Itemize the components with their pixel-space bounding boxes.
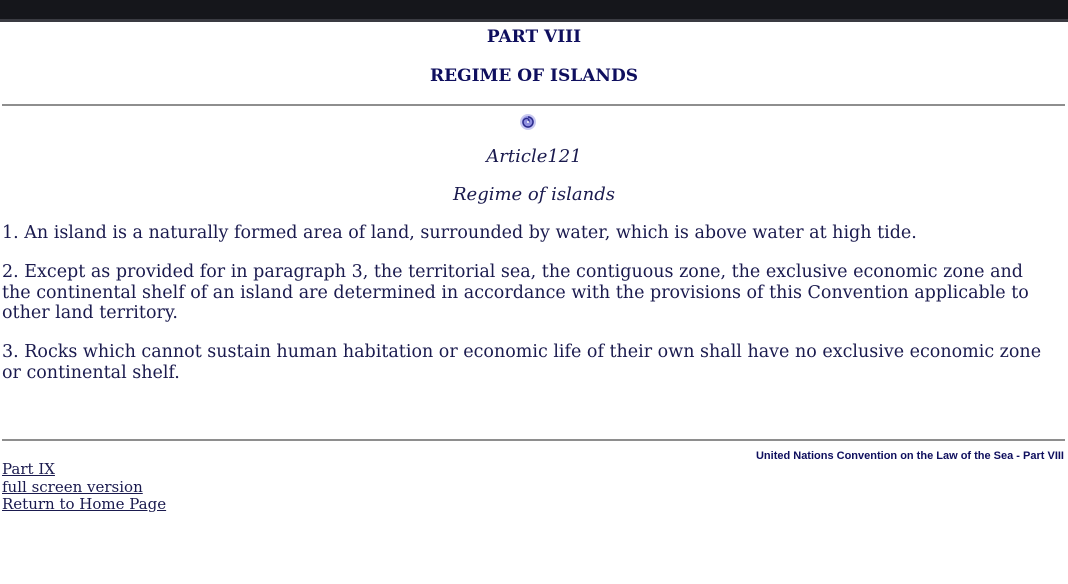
- return-home-link[interactable]: Return to Home Page: [2, 495, 167, 513]
- footer-caption: United Nations Convention on the Law of the Sea - Part VIII: [755, 450, 1064, 462]
- paragraph-2: 2. Except as provided for in paragraph 3, the territorial sea, the contiguous zone, the exclusive economic zone and the continental shelf of an island are determined in accordance with the provisions of this Convention applicable to other land territory.: [2, 262, 1029, 323]
- bottom-divider: [2, 439, 1065, 441]
- paragraph-3: 3. Rocks which cannot sustain human habitation or economic life of their own shall have no exclusive economic zone or continental shelf.: [2, 342, 1042, 383]
- top-divider: [2, 104, 1065, 106]
- part-subtitle: REGIME OF ISLANDS: [430, 66, 638, 86]
- part-ix-link[interactable]: Part IX: [2, 460, 55, 478]
- part-title: PART VIII: [486, 27, 582, 47]
- spiral-icon: [519, 113, 537, 131]
- article-number: Article121: [486, 146, 582, 167]
- paragraph-1: 1. An island is a naturally formed area of land, surrounded by water, which is above water at high tide.: [2, 223, 917, 243]
- browser-top-bar: [0, 0, 1068, 22]
- article-title: Regime of islands: [453, 184, 615, 205]
- full-screen-version-link[interactable]: full screen version: [2, 477, 143, 496]
- footer-links: [2, 461, 166, 514]
